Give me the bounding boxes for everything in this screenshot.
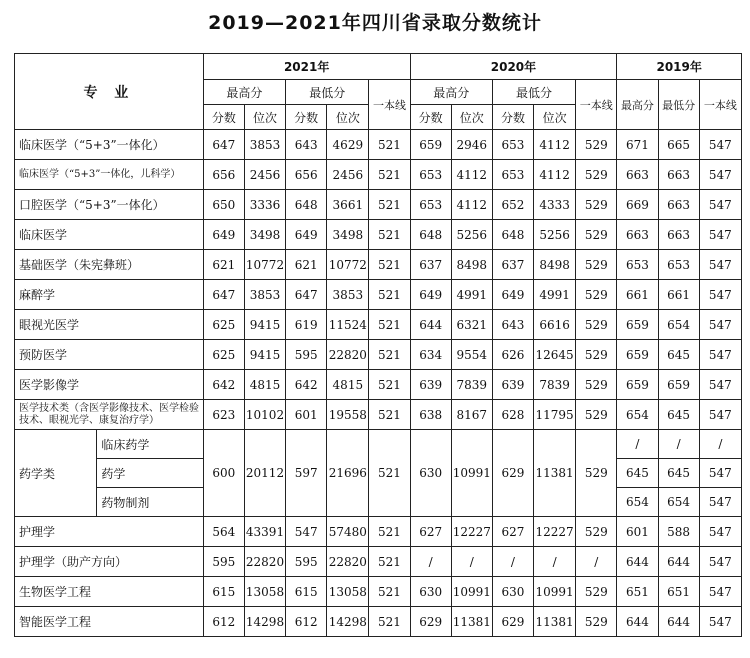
value-cell: 10102 (244, 400, 285, 430)
value-cell: 654 (617, 488, 658, 517)
value-cell: 12645 (534, 340, 576, 370)
value-cell: 22820 (327, 547, 369, 577)
major-name-cell: 护理学（助产方向） (15, 547, 204, 577)
table-row (15, 547, 742, 577)
max-header-2021: 最高分 (203, 80, 285, 105)
table-row (15, 577, 742, 607)
value-cell: 647 (286, 280, 327, 310)
value-cell: 663 (658, 190, 699, 220)
value-cell: 4112 (451, 190, 492, 220)
value-cell: 22820 (244, 547, 285, 577)
value-cell: 621 (203, 250, 244, 280)
table-row (15, 190, 742, 220)
table-row (15, 370, 742, 400)
value-cell: 13058 (327, 577, 369, 607)
value-cell: 547 (699, 459, 741, 488)
value-cell: 529 (576, 160, 617, 190)
value-cell: / (534, 547, 576, 577)
value-cell: 621 (286, 250, 327, 280)
value-cell: 521 (369, 577, 410, 607)
value-cell: 547 (699, 400, 741, 430)
value-cell: 595 (286, 340, 327, 370)
year-2020-header: 2020年 (410, 54, 617, 80)
value-cell: 644 (658, 547, 699, 577)
value-cell: 521 (369, 160, 410, 190)
value-cell: 11381 (451, 607, 492, 637)
major-name-cell: 临床医学（“5+3”一体化） (15, 130, 204, 160)
value-cell: 649 (203, 220, 244, 250)
value-cell: 663 (658, 160, 699, 190)
score-header: 分数 (410, 105, 451, 130)
value-cell: 638 (410, 400, 451, 430)
value-cell: 10991 (451, 430, 492, 517)
major-name-cell: 口腔医学（“5+3”一体化） (15, 190, 204, 220)
value-cell: 2456 (244, 160, 285, 190)
value-cell: 22820 (327, 340, 369, 370)
value-cell: 623 (203, 400, 244, 430)
rank-header: 位次 (244, 105, 285, 130)
major-name-cell: 基础医学（朱宪彝班） (15, 250, 204, 280)
value-cell: 521 (369, 400, 410, 430)
value-cell: 547 (699, 310, 741, 340)
value-cell: 10991 (451, 577, 492, 607)
value-cell: 4815 (327, 370, 369, 400)
major-name-cell: 生物医学工程 (15, 577, 204, 607)
value-cell: 601 (617, 517, 658, 547)
value-cell: 648 (492, 220, 533, 250)
value-cell: 4991 (451, 280, 492, 310)
value-cell: 11381 (534, 430, 576, 517)
value-cell: 4333 (534, 190, 576, 220)
major-name-cell: 预防医学 (15, 340, 204, 370)
table-row (15, 430, 742, 459)
value-cell: 639 (492, 370, 533, 400)
value-cell: 630 (492, 577, 533, 607)
min-header-2019: 最低分 (658, 80, 699, 130)
value-cell: 634 (410, 340, 451, 370)
value-cell: 601 (286, 400, 327, 430)
rank-header: 位次 (327, 105, 369, 130)
value-cell: 649 (286, 220, 327, 250)
value-cell: 13058 (244, 577, 285, 607)
value-cell: 521 (369, 190, 410, 220)
major-name-cell: 眼视光医学 (15, 310, 204, 340)
value-cell: / (410, 547, 451, 577)
value-cell: 529 (576, 577, 617, 607)
value-cell: 645 (617, 459, 658, 488)
value-cell: 8498 (534, 250, 576, 280)
value-cell: 612 (286, 607, 327, 637)
value-cell: 2946 (451, 130, 492, 160)
year-2019-header: 2019年 (617, 54, 742, 80)
major-name-cell: 医学技术类（含医学影像技术、医学检验技术、眼视光学、康复治疗学） (15, 400, 204, 430)
value-cell: 4629 (327, 130, 369, 160)
value-cell: 642 (286, 370, 327, 400)
value-cell: 595 (203, 547, 244, 577)
value-cell: 652 (492, 190, 533, 220)
value-cell: 627 (410, 517, 451, 547)
sub-major-cell: 药物制剂 (97, 488, 203, 517)
value-cell: 521 (369, 220, 410, 250)
table-row (15, 250, 742, 280)
value-cell: 661 (658, 280, 699, 310)
value-cell: 3853 (327, 280, 369, 310)
value-cell: 521 (369, 370, 410, 400)
table-row (15, 340, 742, 370)
value-cell: 529 (576, 130, 617, 160)
table-row (15, 280, 742, 310)
value-cell: 529 (576, 220, 617, 250)
value-cell: 659 (617, 310, 658, 340)
value-cell: 10772 (327, 250, 369, 280)
sub-major-cell: 临床药学 (97, 430, 203, 459)
value-cell: 653 (492, 160, 533, 190)
value-cell: 3661 (327, 190, 369, 220)
value-cell: 3498 (244, 220, 285, 250)
value-cell: 649 (410, 280, 451, 310)
value-cell: 5256 (534, 220, 576, 250)
value-cell: 547 (699, 250, 741, 280)
score-header: 分数 (492, 105, 533, 130)
value-cell: 529 (576, 517, 617, 547)
value-cell: 650 (203, 190, 244, 220)
value-cell: 649 (492, 280, 533, 310)
value-cell: 665 (658, 130, 699, 160)
value-cell: 529 (576, 340, 617, 370)
value-cell: 7839 (451, 370, 492, 400)
value-cell: / (492, 547, 533, 577)
value-cell: 647 (203, 130, 244, 160)
value-cell: 630 (410, 577, 451, 607)
value-cell: 653 (492, 130, 533, 160)
value-cell: 6321 (451, 310, 492, 340)
value-cell: 14298 (327, 607, 369, 637)
value-cell: 595 (286, 547, 327, 577)
value-cell: 625 (203, 310, 244, 340)
value-cell: 629 (410, 607, 451, 637)
major-name-cell: 麻醉学 (15, 280, 204, 310)
value-cell: 627 (492, 517, 533, 547)
value-cell: 597 (286, 430, 327, 517)
table-row (15, 310, 742, 340)
value-cell: 529 (576, 607, 617, 637)
value-cell: 6616 (534, 310, 576, 340)
value-cell: 3498 (327, 220, 369, 250)
value-cell: 547 (286, 517, 327, 547)
value-cell: 659 (617, 370, 658, 400)
value-cell: 547 (699, 547, 741, 577)
value-cell: 661 (617, 280, 658, 310)
value-cell: 615 (286, 577, 327, 607)
value-cell: 547 (699, 340, 741, 370)
value-cell: 10991 (534, 577, 576, 607)
value-cell: / (576, 547, 617, 577)
major-name-cell: 医学影像学 (15, 370, 204, 400)
value-cell: 654 (658, 488, 699, 517)
year-2021-header: 2021年 (203, 54, 410, 80)
value-cell: 654 (658, 310, 699, 340)
major-name-cell: 临床医学（“5+3”一体化，儿科学） (15, 160, 204, 190)
major-name-cell: 护理学 (15, 517, 204, 547)
value-cell: 3336 (244, 190, 285, 220)
value-cell: 14298 (244, 607, 285, 637)
value-cell: 626 (492, 340, 533, 370)
value-cell: 529 (576, 370, 617, 400)
value-cell: 615 (203, 577, 244, 607)
table-row (15, 220, 742, 250)
page-title: 2019—2021年四川省录取分数统计 (208, 12, 542, 34)
line-header-2019: 一本线 (699, 80, 741, 130)
value-cell: 547 (699, 607, 741, 637)
value-cell: 644 (658, 607, 699, 637)
value-cell: 4815 (244, 370, 285, 400)
value-cell: 8498 (451, 250, 492, 280)
value-cell: 20112 (244, 430, 285, 517)
value-cell: / (617, 430, 658, 459)
value-cell: 663 (617, 220, 658, 250)
max-header-2019: 最高分 (617, 80, 658, 130)
value-cell: 4112 (534, 160, 576, 190)
value-cell: 644 (617, 607, 658, 637)
value-cell: 629 (492, 607, 533, 637)
value-cell: 8167 (451, 400, 492, 430)
value-cell: 529 (576, 310, 617, 340)
value-cell: 653 (410, 190, 451, 220)
value-cell: 637 (410, 250, 451, 280)
value-cell: 588 (658, 517, 699, 547)
value-cell: 529 (576, 400, 617, 430)
value-cell: 9554 (451, 340, 492, 370)
value-cell: 645 (658, 459, 699, 488)
value-cell: 529 (576, 190, 617, 220)
value-cell: 11795 (534, 400, 576, 430)
table-row (15, 400, 742, 430)
value-cell: 4112 (451, 160, 492, 190)
value-cell: 9415 (244, 310, 285, 340)
value-cell: 659 (617, 340, 658, 370)
value-cell: 659 (658, 370, 699, 400)
value-cell: 547 (699, 488, 741, 517)
value-cell: 651 (658, 577, 699, 607)
value-cell: 529 (576, 250, 617, 280)
value-cell: 547 (699, 190, 741, 220)
value-cell: 619 (286, 310, 327, 340)
value-cell: 19558 (327, 400, 369, 430)
value-cell: 663 (617, 160, 658, 190)
value-cell: 521 (369, 430, 410, 517)
value-cell: 654 (617, 400, 658, 430)
group-name-cell: 药学类 (15, 430, 97, 517)
value-cell: 547 (699, 280, 741, 310)
value-cell: 57480 (327, 517, 369, 547)
value-cell: 521 (369, 340, 410, 370)
min-header-2020: 最低分 (492, 80, 575, 105)
value-cell: 656 (203, 160, 244, 190)
value-cell: 628 (492, 400, 533, 430)
value-cell: 669 (617, 190, 658, 220)
value-cell: 547 (699, 370, 741, 400)
value-cell: 521 (369, 547, 410, 577)
value-cell: 12227 (534, 517, 576, 547)
value-cell: 644 (410, 310, 451, 340)
value-cell: 653 (617, 250, 658, 280)
value-cell: 630 (410, 430, 451, 517)
value-cell: 547 (699, 517, 741, 547)
value-cell: 547 (699, 130, 741, 160)
value-cell: 612 (203, 607, 244, 637)
value-cell: 2456 (327, 160, 369, 190)
table-row (15, 160, 742, 190)
rank-header: 位次 (451, 105, 492, 130)
value-cell: / (658, 430, 699, 459)
value-cell: 529 (576, 280, 617, 310)
value-cell: 547 (699, 160, 741, 190)
value-cell: 625 (203, 340, 244, 370)
value-cell: / (699, 430, 741, 459)
line-header-2021: 一本线 (369, 80, 410, 130)
value-cell: 645 (658, 400, 699, 430)
value-cell: 11524 (327, 310, 369, 340)
value-cell: 600 (203, 430, 244, 517)
value-cell: 3853 (244, 280, 285, 310)
value-cell: 3853 (244, 130, 285, 160)
value-cell: 547 (699, 220, 741, 250)
min-header-2021: 最低分 (286, 80, 369, 105)
value-cell: 521 (369, 310, 410, 340)
value-cell: 653 (658, 250, 699, 280)
rank-header: 位次 (534, 105, 576, 130)
value-cell: 521 (369, 130, 410, 160)
value-cell: 644 (617, 547, 658, 577)
value-cell: 12227 (451, 517, 492, 547)
value-cell: 651 (617, 577, 658, 607)
value-cell: 11381 (534, 607, 576, 637)
value-cell: 637 (492, 250, 533, 280)
max-header-2020: 最高分 (410, 80, 492, 105)
value-cell: 643 (492, 310, 533, 340)
value-cell: 7839 (534, 370, 576, 400)
value-cell: 653 (410, 160, 451, 190)
header-row-years (15, 54, 742, 80)
line-header-2020: 一本线 (576, 80, 617, 130)
value-cell: 639 (410, 370, 451, 400)
value-cell: 521 (369, 280, 410, 310)
value-cell: 629 (492, 430, 533, 517)
table-row (15, 517, 742, 547)
value-cell: 10772 (244, 250, 285, 280)
value-cell: 521 (369, 517, 410, 547)
score-header: 分数 (203, 105, 244, 130)
value-cell: 4991 (534, 280, 576, 310)
value-cell: 9415 (244, 340, 285, 370)
value-cell: 521 (369, 607, 410, 637)
admission-score-table (14, 53, 742, 637)
value-cell: 564 (203, 517, 244, 547)
value-cell: 645 (658, 340, 699, 370)
value-cell: 547 (699, 577, 741, 607)
value-cell: / (451, 547, 492, 577)
value-cell: 529 (576, 430, 617, 517)
value-cell: 643 (286, 130, 327, 160)
value-cell: 21696 (327, 430, 369, 517)
major-name-cell: 智能医学工程 (15, 607, 204, 637)
major-name-cell: 临床医学 (15, 220, 204, 250)
value-cell: 663 (658, 220, 699, 250)
value-cell: 521 (369, 250, 410, 280)
value-cell: 43391 (244, 517, 285, 547)
value-cell: 4112 (534, 130, 576, 160)
value-cell: 642 (203, 370, 244, 400)
value-cell: 5256 (451, 220, 492, 250)
value-cell: 656 (286, 160, 327, 190)
sub-major-cell: 药学 (97, 459, 203, 488)
score-header: 分数 (286, 105, 327, 130)
value-cell: 648 (410, 220, 451, 250)
value-cell: 647 (203, 280, 244, 310)
value-cell: 659 (410, 130, 451, 160)
value-cell: 671 (617, 130, 658, 160)
major-header: 专 业 (15, 54, 204, 130)
table-row (15, 607, 742, 637)
value-cell: 648 (286, 190, 327, 220)
table-row (15, 130, 742, 160)
